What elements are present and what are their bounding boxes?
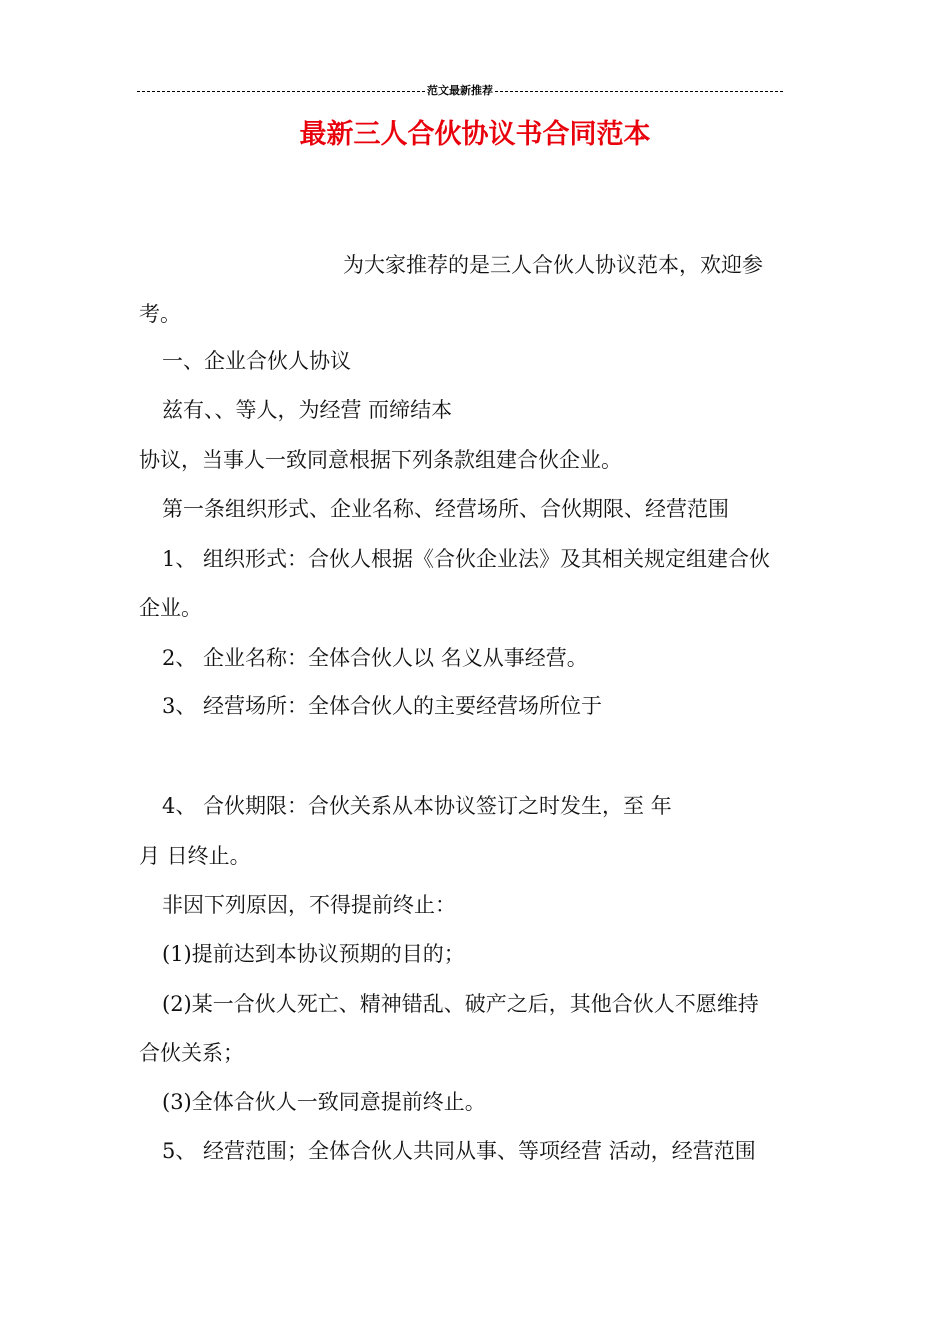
intro-line-2: 考。 xyxy=(139,302,181,326)
termination-item-2-line-2: 合伙关系； xyxy=(139,1041,244,1065)
termination-item-3: (3)全体合伙人一致同意提前终止。 xyxy=(162,1090,486,1114)
paragraph-line: 协议，当事人一致同意根据下列条款组建合伙企业。 xyxy=(139,448,622,472)
clause-5-line-1: 5、 经营范围；全体合伙人共同从事、等项经营 活动，经营范围 xyxy=(162,1139,756,1163)
article-heading-1: 第一条组织形式、企业名称、经营场所、合伙期限、经营范围 xyxy=(162,497,729,521)
termination-intro: 非因下列原因，不得提前终止： xyxy=(162,893,456,917)
termination-item-1: (1)提前达到本协议预期的目的； xyxy=(162,942,465,966)
header-dash-right xyxy=(495,91,783,92)
termination-item-2-line-1: (2)某一合伙人死亡、精神错乱、破产之后，其他合伙人不愿维持 xyxy=(162,992,759,1016)
header-text: 范文最新推荐 xyxy=(427,84,493,97)
header-dash-left xyxy=(137,91,425,92)
clause-1-line-2: 企业。 xyxy=(139,596,202,620)
paragraph-line: 兹有、、等人，为经营 而缔结本 xyxy=(162,398,453,422)
clause-1-line-1: 1、 组织形式：合伙人根据《合伙企业法》及其相关规定组建合伙 xyxy=(162,547,771,571)
page-header xyxy=(137,84,783,98)
clause-4-line-1: 4、 合伙期限：合伙关系从本协议签订之时发生，至 年 xyxy=(162,794,672,818)
clause-3: 3、 经营场所：全体合伙人的主要经营场所位于 xyxy=(162,694,603,718)
document-title: 最新三人合伙协议书合同范本 xyxy=(299,119,651,150)
clause-2: 2、 企业名称：全体合伙人以 名义从事经营。 xyxy=(162,646,588,670)
intro-line-1: 为大家推荐的是三人合伙人协议范本，欢迎参 xyxy=(343,253,763,277)
clause-4-line-2: 月 日终止。 xyxy=(139,844,251,868)
section-heading-1: 一、企业合伙人协议 xyxy=(162,349,351,373)
